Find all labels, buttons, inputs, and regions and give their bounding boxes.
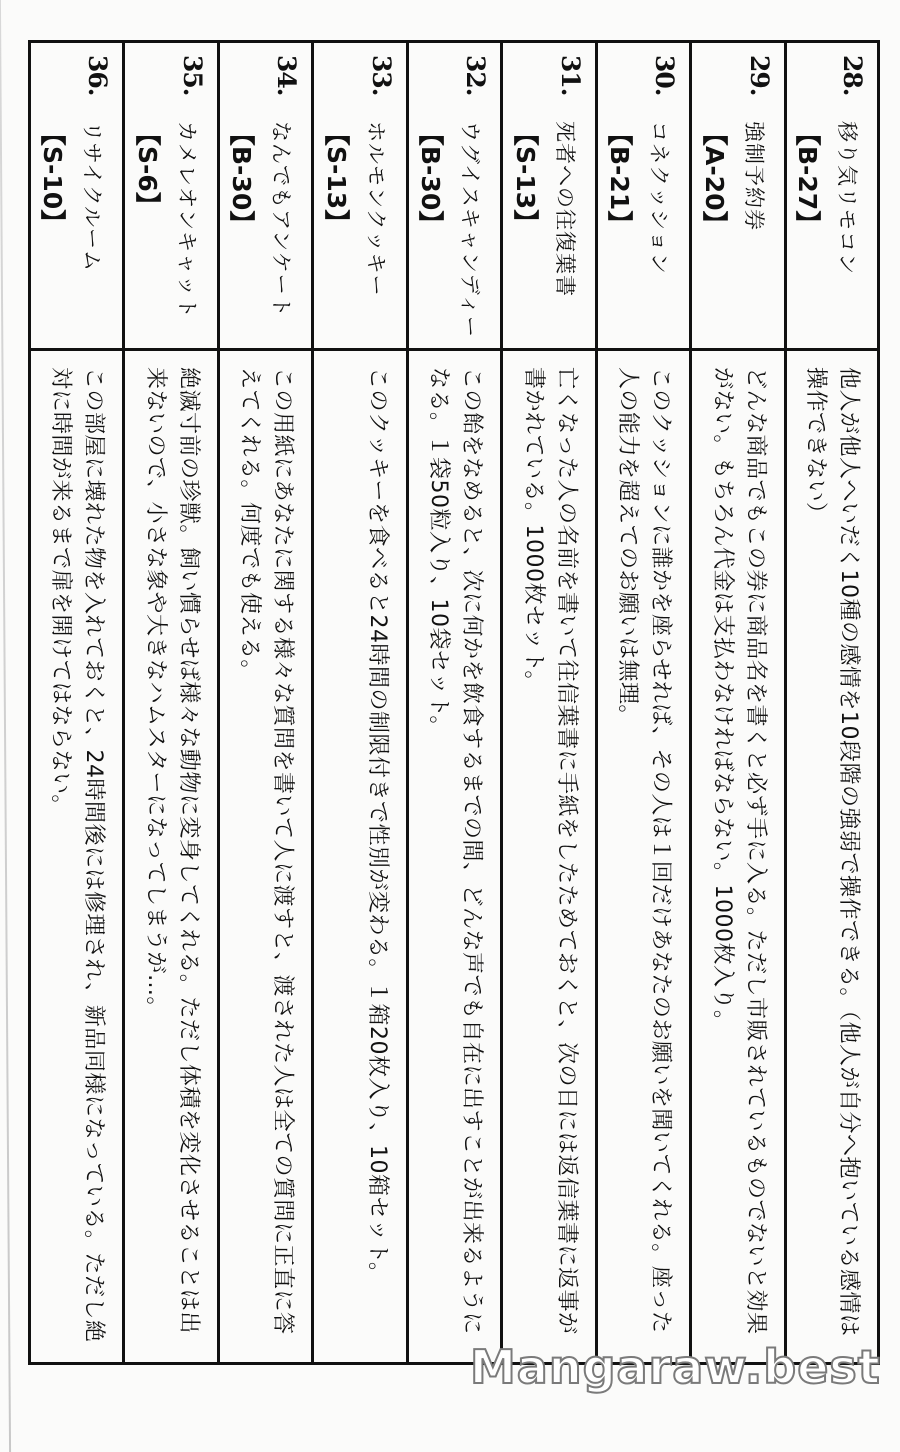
item-name-cell [596, 42, 690, 350]
item-number: 35. [177, 55, 207, 96]
item-table [28, 40, 880, 1365]
item-number: 31. [555, 55, 585, 96]
table-row [124, 42, 218, 1364]
item-code: 【B-27】 [793, 121, 822, 236]
page-edge [0, 0, 11, 1452]
table-row [30, 42, 125, 1364]
item-name-cell [124, 42, 218, 350]
item-name: 強制予約券 [741, 121, 766, 231]
table-row [218, 42, 312, 1364]
item-description: 亡くなった人の名前を書いて往信葉書に手紙をしたためておくと、次の日には返信葉書に返事が書かれている。1000枚セット。 [502, 350, 596, 1364]
item-description: この飴をなめると、次に何かを飲食するまでの間、どんな声でも自在に出すことが出来るようになる。１袋50粒入り、10袋セット。 [407, 350, 501, 1364]
item-name-cell [502, 42, 596, 350]
item-description: この用紙にあなたに関する様々な質問を書いて人に渡すと、渡された人は全ての質問に正直に答えてくれる。何度でも使える。 [218, 350, 312, 1364]
item-description: このクッションに誰かを座らせれば、その人は１回だけあなたのお願いを聞いてくれる。座った人の能力を超えてのお願いは無理。 [596, 350, 690, 1364]
item-name: ウグイスキャンディー [458, 121, 483, 339]
table-row [785, 42, 878, 1364]
item-number: 33. [366, 55, 396, 96]
item-description: このクッキーを食べると24時間の制限付きで性別が変わる。１箱20枚入り、10箱セット。 [313, 350, 407, 1364]
table-row [596, 42, 690, 1364]
item-number: 32. [461, 55, 491, 96]
item-name-cell [313, 42, 407, 350]
table-row [407, 42, 501, 1364]
item-description: どんな商品でもこの券に商品名を書くと必ず手に入る。ただし市販されているものでないと効果がない。もちろん代金は支払わなければならない。1000枚入り。 [691, 350, 785, 1364]
item-name: リサイクルーム [80, 121, 105, 273]
table-row [313, 42, 407, 1364]
item-number: 34. [272, 55, 302, 96]
item-code: 【B-21】 [605, 121, 635, 236]
table-row [502, 42, 596, 1364]
item-code: 【S-13】 [321, 121, 351, 235]
item-code: 【S-10】 [38, 121, 68, 235]
item-code: 【B-30】 [416, 121, 446, 236]
item-code: 【B-30】 [227, 121, 257, 236]
item-code: 【S-13】 [510, 121, 540, 235]
item-name: 死者への往復葉書 [552, 121, 577, 297]
item-code: 【S-6】 [132, 121, 162, 217]
item-code: 【A-20】 [699, 121, 729, 236]
item-name-cell [691, 42, 785, 350]
item-table-rotated [28, 40, 880, 1362]
item-number: 28. [838, 55, 867, 96]
item-number: 29. [744, 55, 774, 96]
item-number: 30. [650, 55, 680, 96]
item-description: 他人が他人へいだく10種の感情を10段階の強弱で操作できる。（他人が自分へ抱いている感情は操作できない） [785, 350, 878, 1364]
item-name: 移り気リモコン [835, 121, 859, 275]
watermark: Mangaraw.best [470, 1340, 881, 1394]
item-name-cell [785, 42, 878, 350]
item-number: 36. [83, 55, 113, 96]
item-name-cell [407, 42, 501, 350]
table-row [691, 42, 785, 1364]
item-name: ホルモンクッキー [363, 121, 388, 297]
item-name-cell [218, 42, 312, 350]
item-name: コネクッション [647, 121, 672, 275]
item-description: この部屋に壊れた物を入れておくと、24時間後には修理され、新品同様になっている。ただし絶対に時間が来るまで扉を開けてはならない。 [30, 350, 125, 1364]
item-name: なんでもアンケート [269, 121, 294, 318]
item-description: 絶滅寸前の珍獣。飼い慣らせば様々な動物に変身してくれる。ただし体積を変化させることは出来ないので、小さな象や大きなハムスターになってしまうが…。 [124, 350, 218, 1364]
item-name-cell [30, 42, 125, 350]
item-name: カメレオンキャット [174, 121, 199, 319]
